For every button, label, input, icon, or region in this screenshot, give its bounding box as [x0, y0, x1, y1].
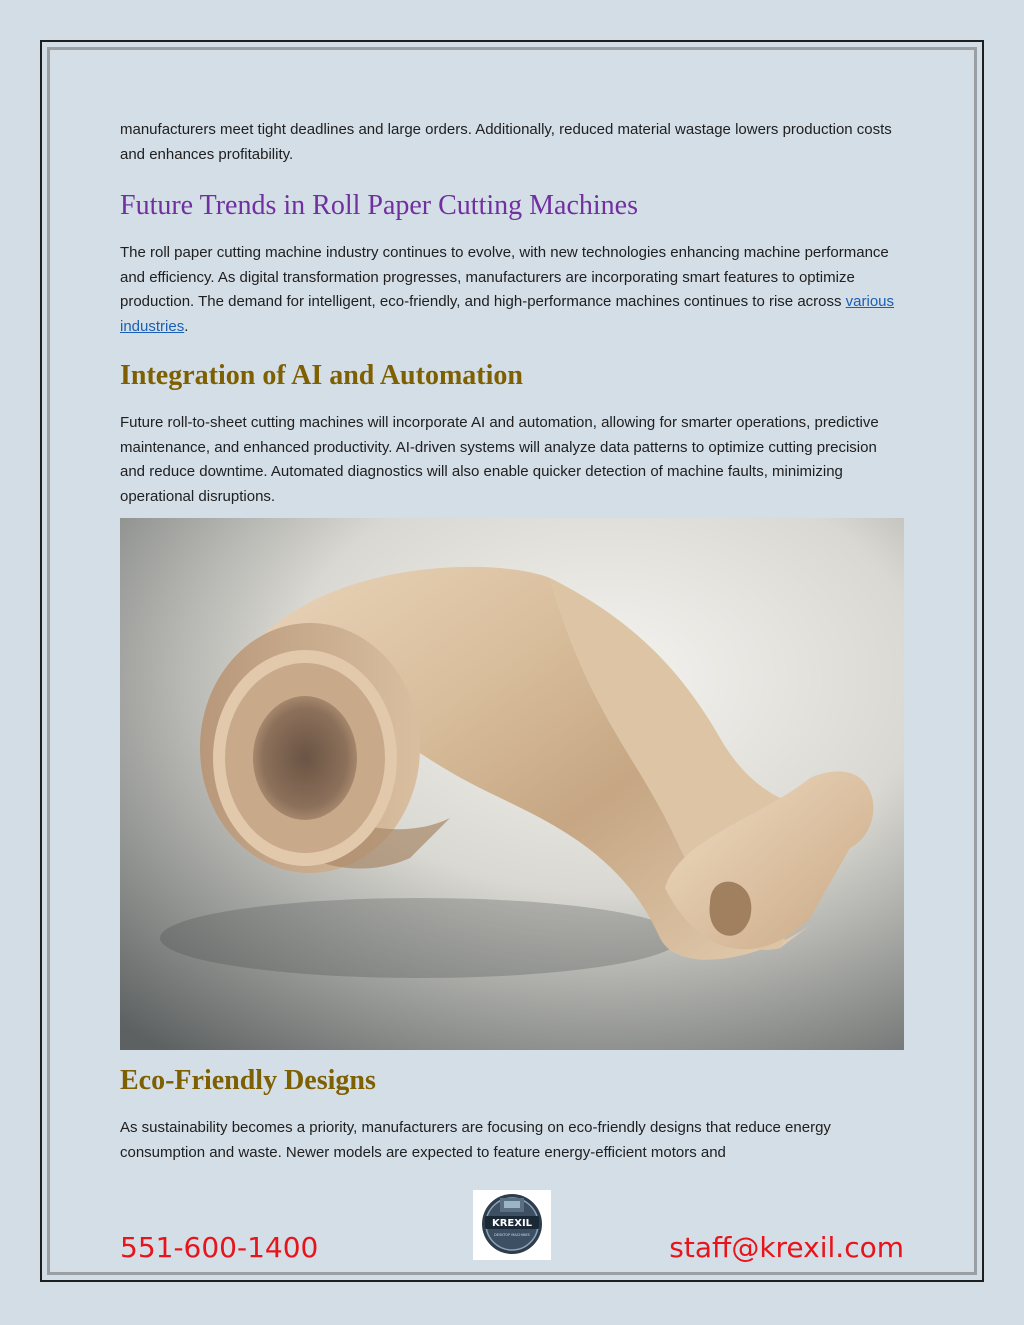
eco-friendly-heading: Eco-Friendly Designs — [120, 1065, 376, 1096]
ai-automation-paragraph: Future roll-to-sheet cutting machines will incorporate AI and automation, allowing for smarter operations, predictive maintenance, and enhanced productivity. AI-driven systems will analyze data patterns to optimize cutting precision and reduce downtime. Automated diagnostics will also enable quicker detection of machine faults, minimizing operational disruptions. — [120, 414, 879, 505]
ai-automation-heading: Integration of AI and Automation — [120, 360, 523, 391]
future-trends-text: The roll paper cutting machine industry continues to evolve, with new technologies enhancing machine performance and efficiency. As digital transformation progresses, manufacturers are incorporating smart features to optimize production. The demand for intelligent, eco-friendly, and high-performance machines continues to rise across — [120, 244, 889, 310]
svg-text:KREXIL: KREXIL — [491, 1218, 533, 1229]
future-trends-heading: Future Trends in Roll Paper Cutting Machines — [120, 190, 638, 221]
svg-text:DESKTOP MACHINES: DESKTOP MACHINES — [494, 1233, 530, 1237]
footer-email[interactable]: staff@krexil.com — [669, 1231, 904, 1264]
footer-phone[interactable]: 551-600-1400 — [120, 1231, 319, 1264]
eco-friendly-paragraph: As sustainability becomes a priority, manufacturers are focusing on eco-friendly designs that reduce energy consumption and waste. Newer models are expected to feature energy-efficient motors and — [120, 1119, 831, 1161]
krexil-logo — [473, 1190, 551, 1260]
various-industries-link[interactable]: various industries — [120, 293, 895, 335]
eco-section — [120, 1064, 904, 1165]
future-trends-text-end: . — [184, 317, 189, 335]
main-content — [120, 118, 904, 509]
intro-paragraph: manufacturers meet tight deadlines and large orders. Additionally, reduced material wastage lowers production costs and enhances profitability. — [120, 121, 892, 163]
future-trends-paragraph — [120, 241, 904, 339]
paper-roll-image — [120, 518, 904, 1050]
